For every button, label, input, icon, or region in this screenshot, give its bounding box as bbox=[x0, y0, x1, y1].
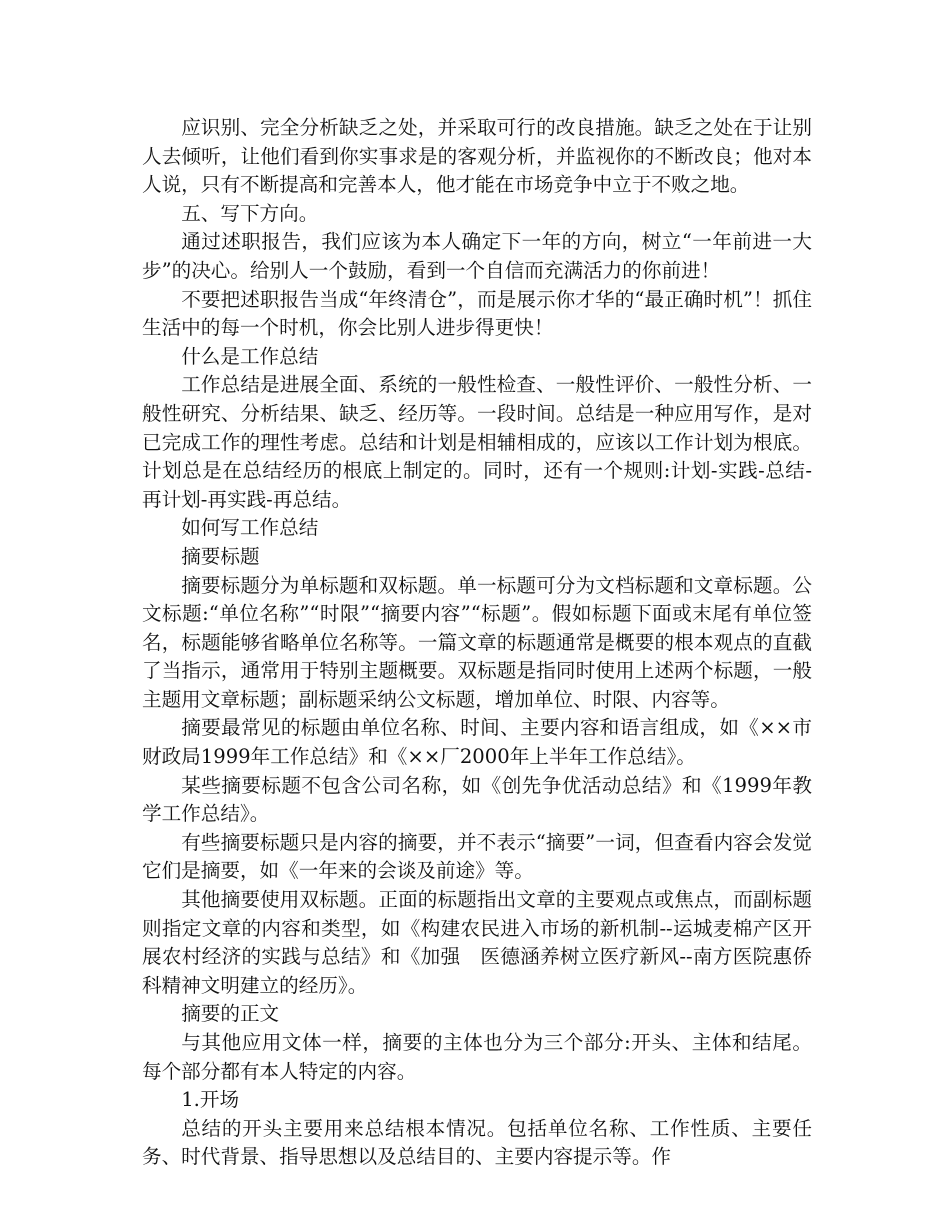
paragraph: 工作总结是进展全面、系统的一般性检查、一般性评价、一般性分析、一般性研究、分析结果、缺乏、经历等。一段时间。总结是一种应用写作，是对已完成工作的理性考虑。总结和计划是相辅相成的，应该以工作计划为根底。计划总是在总结经历的根底上制定的。同时，还有一个规则:计划-实践-总结-再计划-再实践-再总结。 bbox=[142, 373, 812, 511]
section-heading: 摘要标题 bbox=[181, 544, 260, 568]
paragraph: 不要把述职报告当成“年终清仓”，而是展示你才华的“最正确时机”！抓住生活中的每一个时机，你会比别人进步得更快！ bbox=[142, 287, 812, 340]
paragraph: 与其他应用文体一样，摘要的主体也分为三个部分:开头、主体和结尾。每个部分都有本人特定的内容。 bbox=[142, 1031, 812, 1083]
paragraph: 应识别、完全分析缺乏之处，并采取可行的改良措施。缺乏之处在于让别人去倾听，让他们看到你实事求是的客观分析，并监视你的不断改良；他对本人说，只有不断提高和完善本人，他才能在市场竞争中立于不败之地。 bbox=[142, 116, 812, 197]
paragraph: 有些摘要标题只是内容的摘要，并不表示“摘要”一词，但查看内容会发觉它们是摘要，如《一年来的会谈及前途》等。 bbox=[142, 830, 812, 883]
section-heading: 1.开场 bbox=[181, 1088, 240, 1112]
section-heading: 五、写下方向。 bbox=[181, 201, 319, 225]
section-heading: 如何写工作总结 bbox=[181, 516, 319, 540]
section-heading: 摘要的正文 bbox=[181, 1002, 280, 1026]
section-heading: 什么是工作总结 bbox=[181, 344, 319, 368]
paragraph: 摘要标题分为单标题和双标题。单一标题可分为文档标题和文章标题。公文标题:“单位名称”“时限”“摘要内容”“标题”。假如标题下面或末尾有单位签名，标题能够省略单位名称等。一篇文章的标题通常是概要的根本观点的直截了当指示，通常用于特别主题概要。双标题是指同时使用上述两个标题，一般主题用文章标题；副标题采纳公文标题，增加单位、时限、内容等。 bbox=[142, 573, 812, 711]
paragraph: 通过述职报告，我们应该为本人确定下一年的方向，树立“一年前进一大步”的决心。给别人一个鼓励，看到一个自信而充满活力的你前进！ bbox=[142, 230, 812, 282]
paragraph: 摘要最常见的标题由单位名称、时间、主要内容和语言组成，如《××市财政局1999年工作总结》和《××厂2000年上半年工作总结》。 bbox=[142, 716, 812, 769]
paragraph: 其他摘要使用双标题。正面的标题指出文章的主要观点或焦点，而副标题则指定文章的内容和类型，如《构建农民进入市场的新机制--运城麦棉产区开展农村经济的实践与总结》和《加强 医德涵养树立医疗新风--南方医院惠侨科精神文明建立的经历》。 bbox=[142, 888, 812, 997]
paragraph: 总结的开头主要用来总结根本情况。包括单位名称、工作性质、主要任务、时代背景、指导思想以及总结目的、主要内容提示等。作 bbox=[142, 1116, 812, 1169]
document-body bbox=[142, 114, 812, 1172]
paragraph: 某些摘要标题不包含公司名称，如《创先争优活动总结》和《1999年教学工作总结》。 bbox=[142, 773, 812, 826]
